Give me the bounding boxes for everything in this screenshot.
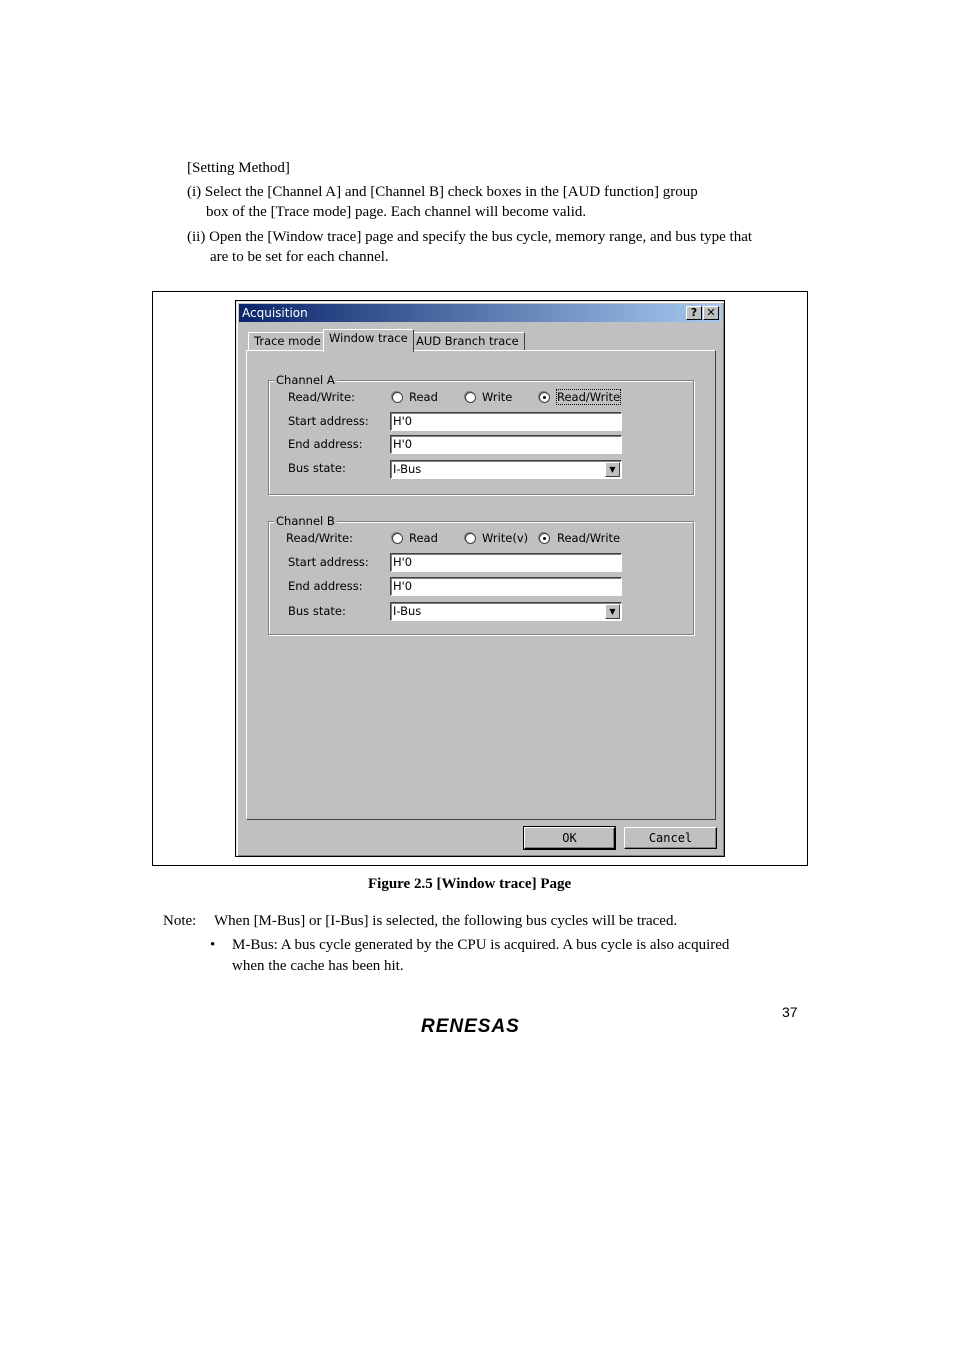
channel-b-end-address-field[interactable]: H'0 bbox=[390, 577, 622, 596]
acquisition-dialog bbox=[235, 300, 725, 857]
title-bar[interactable] bbox=[239, 304, 721, 322]
channel-b-readwrite-label[interactable]: Read/Write bbox=[557, 531, 621, 545]
channel-b-start-label: Start address: bbox=[288, 555, 369, 569]
channel-b-bus-value: I-Bus bbox=[393, 604, 422, 618]
channel-b-write-label[interactable]: Write(v) bbox=[482, 531, 529, 545]
channel-a-rw-label: Read/Write: bbox=[288, 390, 356, 404]
channel-a-end-address-field[interactable]: H'0 bbox=[390, 435, 622, 454]
channel-a-start-label: Start address: bbox=[288, 414, 369, 428]
radio-selected-dot bbox=[543, 537, 546, 540]
ok-button[interactable]: OK bbox=[524, 827, 615, 849]
channel-a-end-label: End address: bbox=[288, 437, 363, 451]
cancel-button[interactable]: Cancel bbox=[624, 827, 717, 849]
channel-b-read-label[interactable]: Read bbox=[409, 531, 438, 545]
step2-line1: (ii) Open the [Window trace] page and specify the bus cycle, memory range, and bus type that bbox=[187, 229, 753, 245]
radio-selected-dot bbox=[543, 396, 546, 399]
renesas-logo: RENESAS bbox=[421, 1016, 520, 1037]
chevron-down-icon[interactable]: ▼ bbox=[605, 462, 620, 477]
channel-a-read-label[interactable]: Read bbox=[409, 390, 438, 404]
channel-b-read-radio[interactable] bbox=[392, 533, 403, 544]
channel-a-group bbox=[268, 373, 694, 495]
channel-a-bus-label: Bus state: bbox=[288, 461, 346, 475]
tab-window-trace[interactable]: Window trace bbox=[323, 329, 414, 352]
channel-b-write-radio[interactable] bbox=[465, 533, 476, 544]
note-label: Note: bbox=[163, 913, 197, 929]
close-icon[interactable]: ✕ bbox=[703, 306, 719, 320]
step2-line2: are to be set for each channel. bbox=[210, 249, 389, 265]
setting-method-heading: [Setting Method] bbox=[187, 160, 290, 176]
bullet-icon: • bbox=[210, 937, 216, 953]
step1-line1: (i) Select the [Channel A] and [Channel B] check boxes in the [AUD function] group bbox=[187, 184, 698, 200]
bullet-line1: M-Bus: A bus cycle generated by the CPU is acquired. A bus cycle is also acquired bbox=[232, 937, 730, 953]
channel-b-start-address-field[interactable]: H'0 bbox=[390, 553, 622, 572]
step1-line2: box of the [Trace mode] page. Each channel will become valid. bbox=[206, 204, 587, 220]
channel-a-write-label[interactable]: Write bbox=[482, 390, 513, 404]
tab-panel bbox=[246, 350, 716, 820]
channel-b-group bbox=[268, 514, 694, 635]
channel-b-bus-label: Bus state: bbox=[288, 604, 346, 618]
channel-a-readwrite-radio[interactable] bbox=[539, 392, 550, 403]
channel-a-read-radio[interactable] bbox=[392, 392, 403, 403]
note-text: When [M-Bus] or [I-Bus] is selected, the following bus cycles will be traced. bbox=[214, 913, 678, 929]
bullet-line2: when the cache has been hit. bbox=[232, 958, 404, 974]
figure-caption: Figure 2.5 [Window trace] Page bbox=[368, 876, 572, 892]
channel-a-legend: Channel A bbox=[276, 373, 335, 387]
chevron-down-icon[interactable]: ▼ bbox=[605, 604, 620, 619]
channel-a-bus-state-select[interactable] bbox=[390, 460, 622, 479]
dialog-title: Acquisition bbox=[242, 306, 308, 320]
help-button[interactable]: ? bbox=[686, 306, 702, 320]
tab-trace-mode[interactable]: Trace mode bbox=[248, 332, 327, 351]
channel-a-bus-value: I-Bus bbox=[393, 462, 422, 476]
channel-a-readwrite-label[interactable]: Read/Write bbox=[557, 390, 621, 404]
channel-b-readwrite-radio[interactable] bbox=[539, 533, 550, 544]
channel-a-start-address-field[interactable]: H'0 bbox=[390, 412, 622, 431]
channel-b-rw-label: Read/Write: bbox=[286, 531, 354, 545]
channel-b-bus-state-select[interactable] bbox=[390, 602, 622, 621]
channel-b-end-label: End address: bbox=[288, 579, 363, 593]
channel-a-write-radio[interactable] bbox=[465, 392, 476, 403]
channel-b-legend: Channel B bbox=[276, 514, 335, 528]
page-number: 37 bbox=[782, 1004, 798, 1020]
tab-aud-branch-trace[interactable]: AUD Branch trace bbox=[410, 332, 525, 351]
